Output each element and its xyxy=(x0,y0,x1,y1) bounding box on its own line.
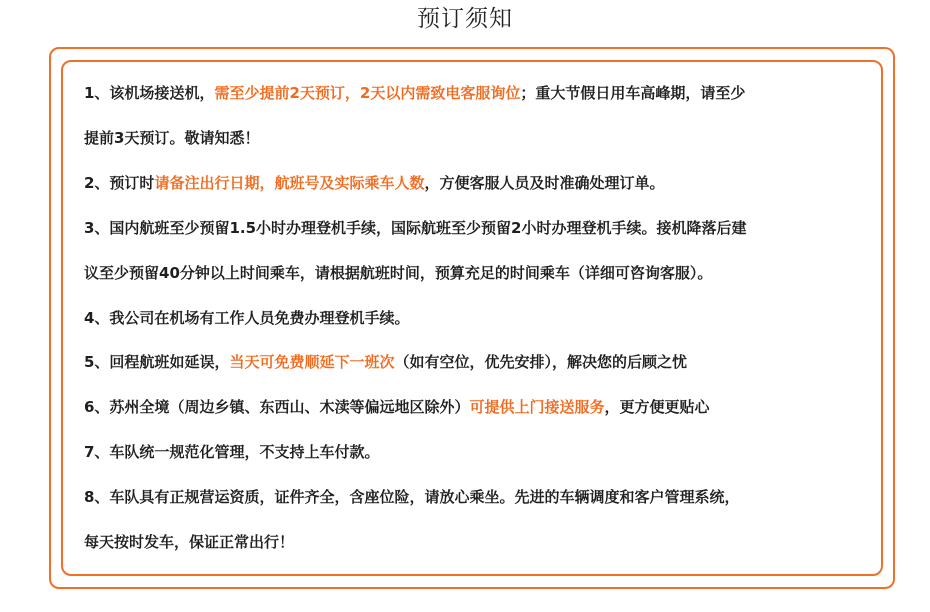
highlight-text: 当天可免费顺延下一班次 xyxy=(229,353,395,371)
text-segment: 7、车队统一规范化管理，不支持上车付款。 xyxy=(84,443,380,461)
notice-line-8 xyxy=(84,487,884,507)
text-segment: 提前3天预订。敬请知悉！ xyxy=(84,129,260,147)
text-segment: 1、该机场接送机， xyxy=(84,84,215,102)
highlight-text: 可提供上门接送服务 xyxy=(469,398,605,416)
notice-line-4 xyxy=(84,308,884,328)
highlight-text: 需至少提前2天预订，2天以内需致电客服询位 xyxy=(214,84,521,102)
notice-line-7 xyxy=(84,442,884,462)
text-segment: 2、预订时 xyxy=(84,174,155,192)
highlight-text: 请备注出行日期，航班号及实际乘车人数 xyxy=(154,174,425,192)
notice-line-1 xyxy=(84,83,884,103)
text-segment: （如有空位，优先安排），解决您的后顾之忧 xyxy=(394,353,687,371)
text-segment: 4、我公司在机场有工作人员免费办理登机手续。 xyxy=(84,309,410,327)
notice-line-5 xyxy=(84,352,884,372)
page-title: 预订须知 xyxy=(417,6,513,32)
text-segment: 每天按时发车，保证正常出行！ xyxy=(84,533,295,551)
notice-line-3 xyxy=(84,218,884,238)
text-segment: ，方便客服人员及时准确处理订单。 xyxy=(424,174,665,192)
text-segment: 3、国内航班至少预留1.5小时办理登机手续，国际航班至少预留2小时办理登机手续。接机降落后建 xyxy=(84,219,747,237)
notice-line-1-cont xyxy=(84,128,884,148)
notice-line-3-cont xyxy=(84,263,884,283)
notice-line-6 xyxy=(84,397,884,417)
notice-line-8-cont xyxy=(84,532,884,552)
text-segment: 6、苏州全境（周边乡镇、东西山、木渎等偏远地区除外） xyxy=(84,398,470,416)
text-segment: 5、回程航班如延误， xyxy=(84,353,230,371)
text-segment: 8、车队具有正规营运资质，证件齐全，含座位险，请放心乘坐。先进的车辆调度和客户管理系统， xyxy=(84,488,740,506)
text-segment: 议至少预留40分钟以上时间乘车，请根据航班时间，预算充足的时间乘车（详细可咨询客服）。 xyxy=(84,264,713,282)
text-segment: ；重大节假日用车高峰期，请至少 xyxy=(520,84,746,102)
text-segment: ，更方便更贴心 xyxy=(604,398,710,416)
notice-line-2 xyxy=(84,173,884,193)
